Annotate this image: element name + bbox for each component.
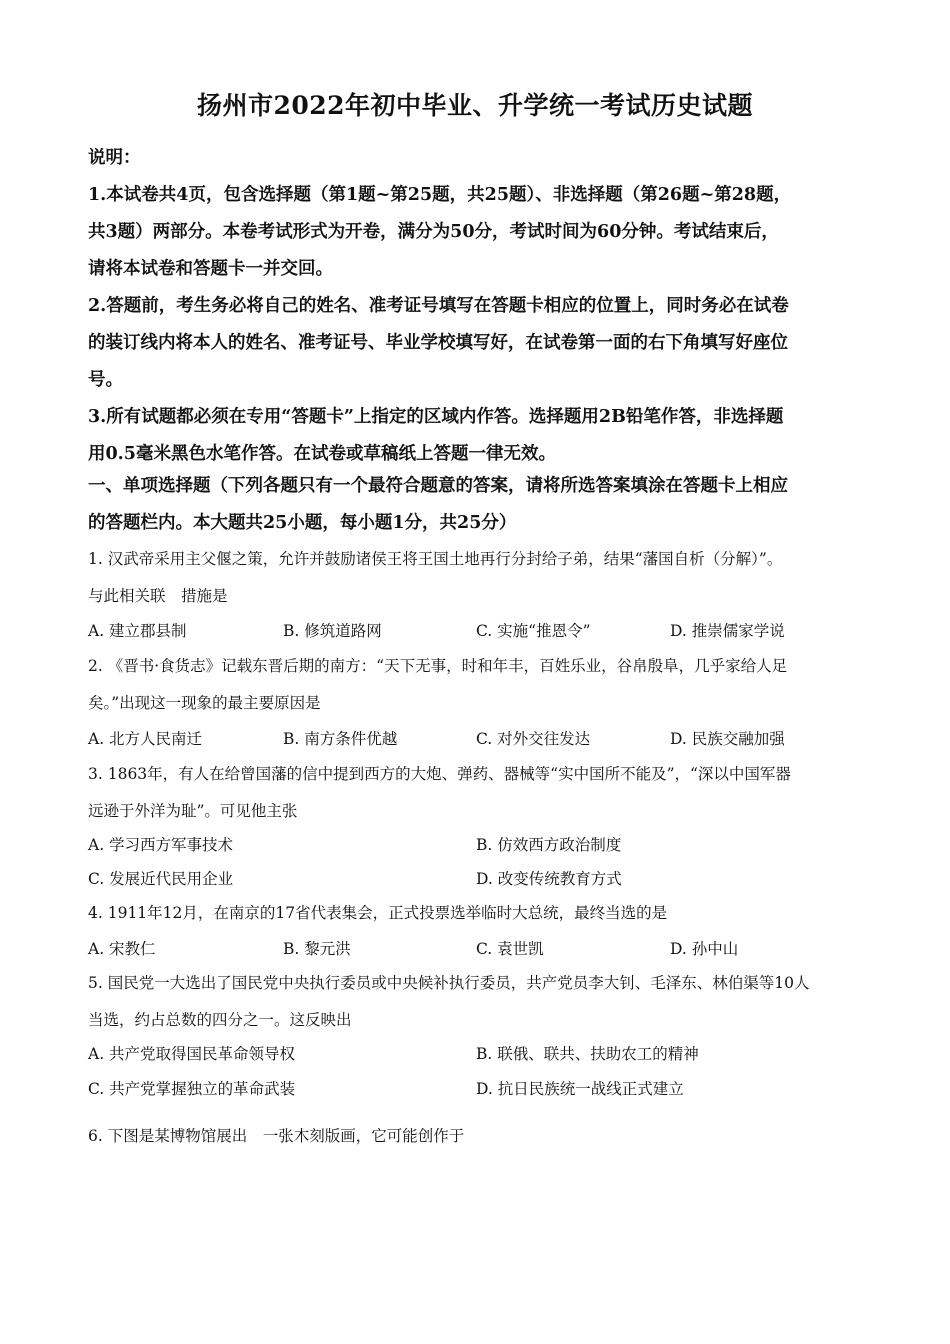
question-3 — [88, 756, 868, 830]
instruction-line: 1.本试卷共4页，包含选择题（第1题~第25题，共25题）、非选择题（第26题~第28题， — [88, 185, 792, 205]
question-4 — [88, 895, 868, 932]
instruction-line: 共3题）两部分。本卷考试形式为开卷，满分为50分，考试时间为60分钟。考试结束后， — [88, 222, 779, 242]
section-header — [88, 468, 868, 542]
question-text: 1. 汉武帝采用主父偃之策，允许并鼓励诸侯王将王国土地再行分封给子弟，结果“藩国自析（分解）”。 — [88, 550, 783, 568]
option-b: B. 黎元洪 — [283, 940, 351, 958]
option-c: C. 对外交往发达 — [476, 730, 591, 748]
section-line: 的答题栏内。本大题共25小题，每小题1分，共25分） — [88, 513, 517, 533]
option-b: B. 联俄、联共、扶助农工的精神 — [476, 1045, 699, 1063]
question-text: 3. 1863年，有人在给曾国藩的信中提到西方的大炮、弹药、器械等“实中国所不能及”，“深以中国军器 — [88, 765, 791, 783]
option-c: C. 实施“推恩令” — [476, 622, 591, 640]
instruction-line: 3.所有试题都必须在专用“答题卡”上指定的区域内作答。选择题用2B铅笔作答，非选择题 — [88, 407, 784, 427]
option-a: A. 建立郡县制 — [88, 622, 187, 640]
instructions-heading: 说明： — [88, 148, 141, 168]
option-c: C. 发展近代民用企业 — [88, 870, 234, 888]
question-text: 5. 国民党一大选出了国民党中央执行委员或中央候补执行委员，共产党员李大钊、毛泽东、林伯渠等10人 — [88, 974, 810, 992]
instruction-line: 用0.5毫米黑色水笔作答。在试卷或草稿纸上答题一律无效。 — [88, 444, 556, 464]
question-3-options-row1 — [88, 828, 868, 862]
question-5 — [88, 965, 868, 1039]
option-d: D. 改变传统教育方式 — [476, 870, 622, 888]
question-text: 6. 下图是某博物馆展出 一张木刻版画，它可能创作于 — [88, 1127, 465, 1145]
option-c: C. 共产党掌握独立的革命武装 — [88, 1080, 296, 1098]
option-a: A. 共产党取得国民革命领导权 — [88, 1045, 296, 1063]
question-1 — [88, 541, 868, 615]
section-line: 一、单项选择题（下列各题只有一个最符合题意的答案，请将所选答案填涂在答题卡上相应 — [88, 476, 788, 496]
question-text: 4. 1911年12月，在南京的17省代表集会，正式投票选举临时大总统，最终当选的是 — [88, 904, 668, 922]
question-text: 当选，约占总数的四分之一。这反映出 — [88, 1011, 352, 1029]
option-d: D. 民族交融加强 — [670, 730, 785, 748]
option-d: D. 抗日民族统一战线正式建立 — [476, 1080, 684, 1098]
option-a: A. 北方人民南迁 — [88, 730, 203, 748]
question-2-options — [88, 722, 868, 756]
question-4-options — [88, 932, 868, 966]
question-6 — [88, 1118, 868, 1155]
question-3-options-row2 — [88, 862, 868, 896]
question-text: 2. 《晋书·食货志》记载东晋后期的南方：“天下无事，时和年丰，百姓乐业，谷帛殷阜，几乎家给人足 — [88, 657, 788, 675]
question-text: 远逊于外洋为耻”。可见他主张 — [88, 802, 298, 820]
page-title: 扬州市2022年初中毕业、升学统一考试历史试题 — [196, 91, 754, 120]
instructions — [88, 140, 868, 473]
option-d: D. 推崇儒家学说 — [670, 622, 785, 640]
option-a: A. 学习西方军事技术 — [88, 836, 234, 854]
option-b: B. 修筑道路网 — [283, 622, 382, 640]
option-b: B. 南方条件优越 — [283, 730, 398, 748]
option-a: A. 宋教仁 — [88, 940, 156, 958]
instruction-line: 号。 — [88, 370, 123, 390]
option-c: C. 袁世凯 — [476, 940, 544, 958]
question-5-options-row1 — [88, 1037, 868, 1071]
instruction-line: 请将本试卷和答题卡一并交回。 — [88, 259, 333, 279]
instruction-line: 2.答题前，考生务必将自己的姓名、准考证号填写在答题卡相应的位置上，同时务必在试卷 — [88, 296, 789, 316]
option-b: B. 仿效西方政治制度 — [476, 836, 622, 854]
instruction-line: 的装订线内将本人的姓名、准考证号、毕业学校填写好，在试卷第一面的右下角填写好座位 — [88, 333, 788, 353]
question-2 — [88, 648, 868, 722]
question-5-options-row2 — [88, 1072, 868, 1106]
question-text: 与此相关联 措施是 — [88, 587, 228, 605]
question-1-options — [88, 614, 868, 648]
option-d: D. 孙中山 — [670, 940, 739, 958]
question-text: 矣。”出现这一现象的最主要原因是 — [88, 694, 321, 712]
